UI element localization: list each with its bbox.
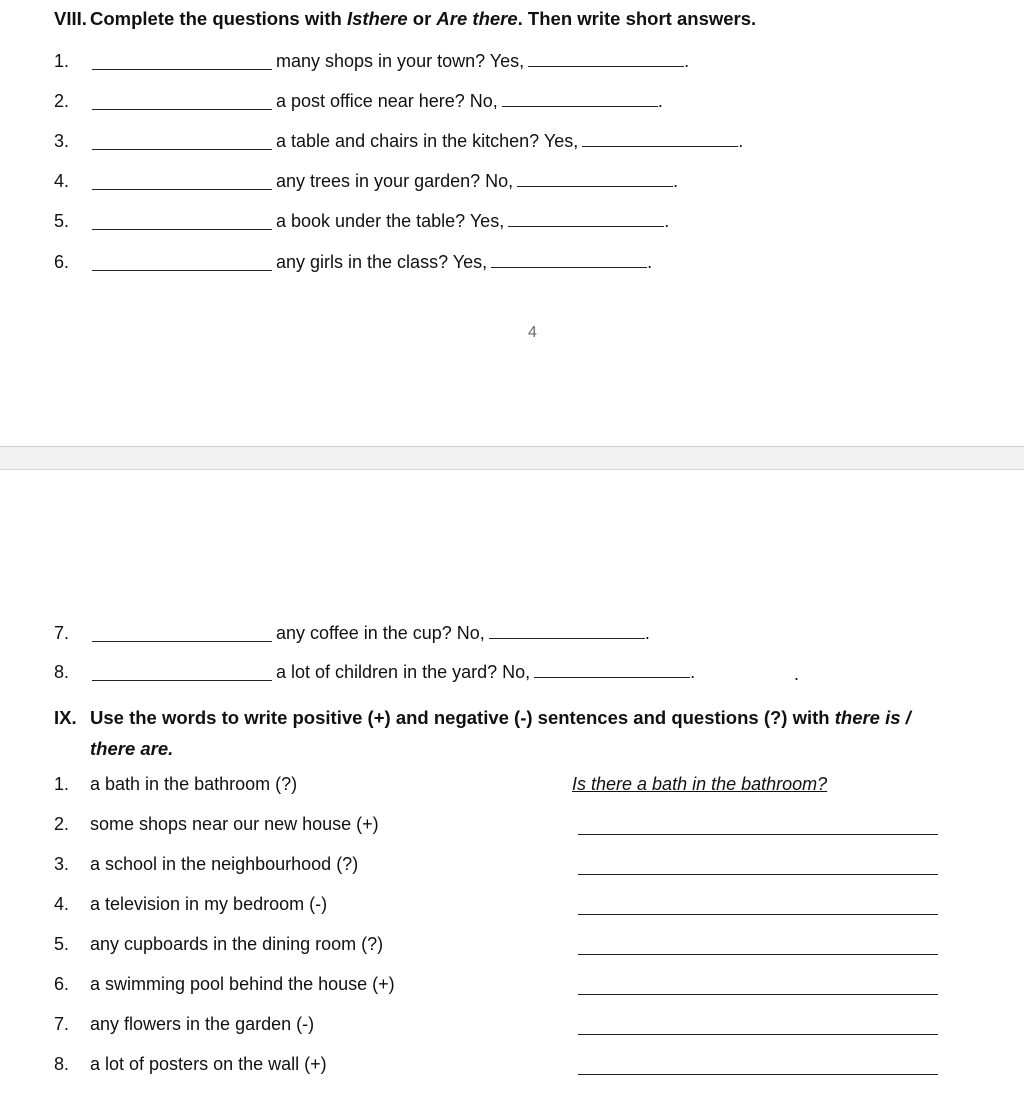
answer-blank[interactable] bbox=[92, 69, 272, 70]
question-text: a book under the table? Yes, bbox=[276, 211, 505, 231]
item-number: 6. bbox=[54, 974, 70, 994]
answer-blank[interactable] bbox=[92, 189, 272, 190]
short-answer-blank[interactable] bbox=[534, 663, 690, 678]
answer-blank[interactable] bbox=[92, 680, 272, 681]
end-punct: . bbox=[647, 252, 653, 272]
example-answer: Is there a bath in the bathroom? bbox=[572, 774, 828, 794]
question-text: any trees in your garden? No, bbox=[276, 171, 514, 191]
item-number: 4. bbox=[54, 894, 70, 914]
exercise-row bbox=[54, 814, 954, 840]
end-punct: . bbox=[664, 211, 670, 231]
exercise-row bbox=[54, 774, 954, 800]
section-number: IX. bbox=[54, 707, 77, 728]
answer-blank[interactable] bbox=[92, 149, 272, 150]
question-number: 7. bbox=[54, 623, 70, 643]
exercise-row bbox=[54, 1054, 954, 1080]
answer-line[interactable] bbox=[578, 954, 938, 955]
item-prompt: a swimming pool behind the house (+) bbox=[90, 974, 395, 994]
heading-text-3: . Then write short answers. bbox=[517, 8, 757, 29]
question-number: 8. bbox=[54, 662, 70, 682]
exercise-row bbox=[54, 854, 954, 880]
section-viii-heading bbox=[54, 8, 756, 30]
heading-em-1: Isthere bbox=[346, 8, 408, 29]
question-number: 4. bbox=[54, 171, 70, 191]
section-number: VIII. bbox=[54, 8, 87, 29]
answer-line[interactable] bbox=[578, 874, 938, 875]
exercise-row bbox=[54, 1014, 954, 1040]
item-number: 1. bbox=[54, 774, 70, 794]
answer-blank[interactable] bbox=[92, 641, 272, 642]
answer-blank[interactable] bbox=[92, 109, 272, 110]
item-number: 7. bbox=[54, 1014, 70, 1034]
exercise-row bbox=[54, 934, 954, 960]
answer-line[interactable] bbox=[578, 834, 938, 835]
short-answer-blank[interactable] bbox=[517, 172, 673, 187]
item-prompt: any flowers in the garden (-) bbox=[90, 1014, 315, 1034]
answer-blank[interactable] bbox=[92, 229, 272, 230]
page-number: 4 bbox=[528, 324, 537, 341]
heading-text-2: there are. bbox=[90, 738, 174, 759]
end-punct: . bbox=[684, 51, 690, 71]
question-text: many shops in your town? Yes, bbox=[276, 51, 525, 71]
question-number: 2. bbox=[54, 91, 70, 111]
question-number: 1. bbox=[54, 51, 70, 71]
exercise-row bbox=[54, 974, 954, 1000]
heading-text-1: Complete the questions with bbox=[90, 8, 347, 29]
short-answer-blank[interactable] bbox=[582, 132, 738, 147]
short-answer-blank[interactable] bbox=[528, 52, 684, 67]
heading-em: there is / bbox=[834, 707, 911, 728]
question-text: a post office near here? No, bbox=[276, 91, 498, 111]
answer-line[interactable] bbox=[578, 1074, 938, 1075]
item-number: 3. bbox=[54, 854, 70, 874]
end-punct: . bbox=[644, 623, 650, 643]
short-answer-blank[interactable] bbox=[508, 212, 664, 227]
heading-text-1: Use the words to write positive (+) and negative (-) sentences and questions (?) with bbox=[90, 707, 835, 728]
heading-text-2: or bbox=[407, 8, 437, 29]
answer-blank[interactable] bbox=[92, 270, 272, 271]
end-punct: . bbox=[673, 171, 679, 191]
item-number: 2. bbox=[54, 814, 70, 834]
question-number: 6. bbox=[54, 252, 70, 272]
question-text: a table and chairs in the kitchen? Yes, bbox=[276, 131, 579, 151]
heading-em-2: Are there bbox=[436, 8, 518, 29]
end-punct: . bbox=[657, 91, 663, 111]
question-text: a lot of children in the yard? No, bbox=[276, 662, 531, 682]
answer-line[interactable] bbox=[578, 1034, 938, 1035]
question-number: 5. bbox=[54, 211, 70, 231]
item-prompt: a lot of posters on the wall (+) bbox=[90, 1054, 327, 1074]
exercise-row bbox=[54, 894, 954, 920]
item-prompt: a bath in the bathroom (?) bbox=[90, 774, 298, 794]
short-answer-blank[interactable] bbox=[502, 92, 658, 107]
page-break bbox=[0, 446, 1024, 470]
item-prompt: a television in my bedroom (-) bbox=[90, 894, 328, 914]
item-prompt: a school in the neighbourhood (?) bbox=[90, 854, 359, 874]
item-prompt: some shops near our new house (+) bbox=[90, 814, 379, 834]
item-number: 8. bbox=[54, 1054, 70, 1074]
end-punct: . bbox=[738, 131, 744, 151]
short-answer-blank[interactable] bbox=[491, 253, 647, 268]
question-text: any girls in the class? Yes, bbox=[276, 252, 488, 272]
question-text: any coffee in the cup? No, bbox=[276, 623, 485, 643]
answer-line[interactable] bbox=[578, 914, 938, 915]
answer-line[interactable] bbox=[578, 994, 938, 995]
end-punct: . bbox=[690, 662, 696, 682]
question-number: 3. bbox=[54, 131, 70, 151]
item-number: 5. bbox=[54, 934, 70, 954]
short-answer-blank[interactable] bbox=[489, 624, 645, 639]
stray-mark: . bbox=[794, 664, 800, 684]
item-prompt: any cupboards in the dining room (?) bbox=[90, 934, 384, 954]
